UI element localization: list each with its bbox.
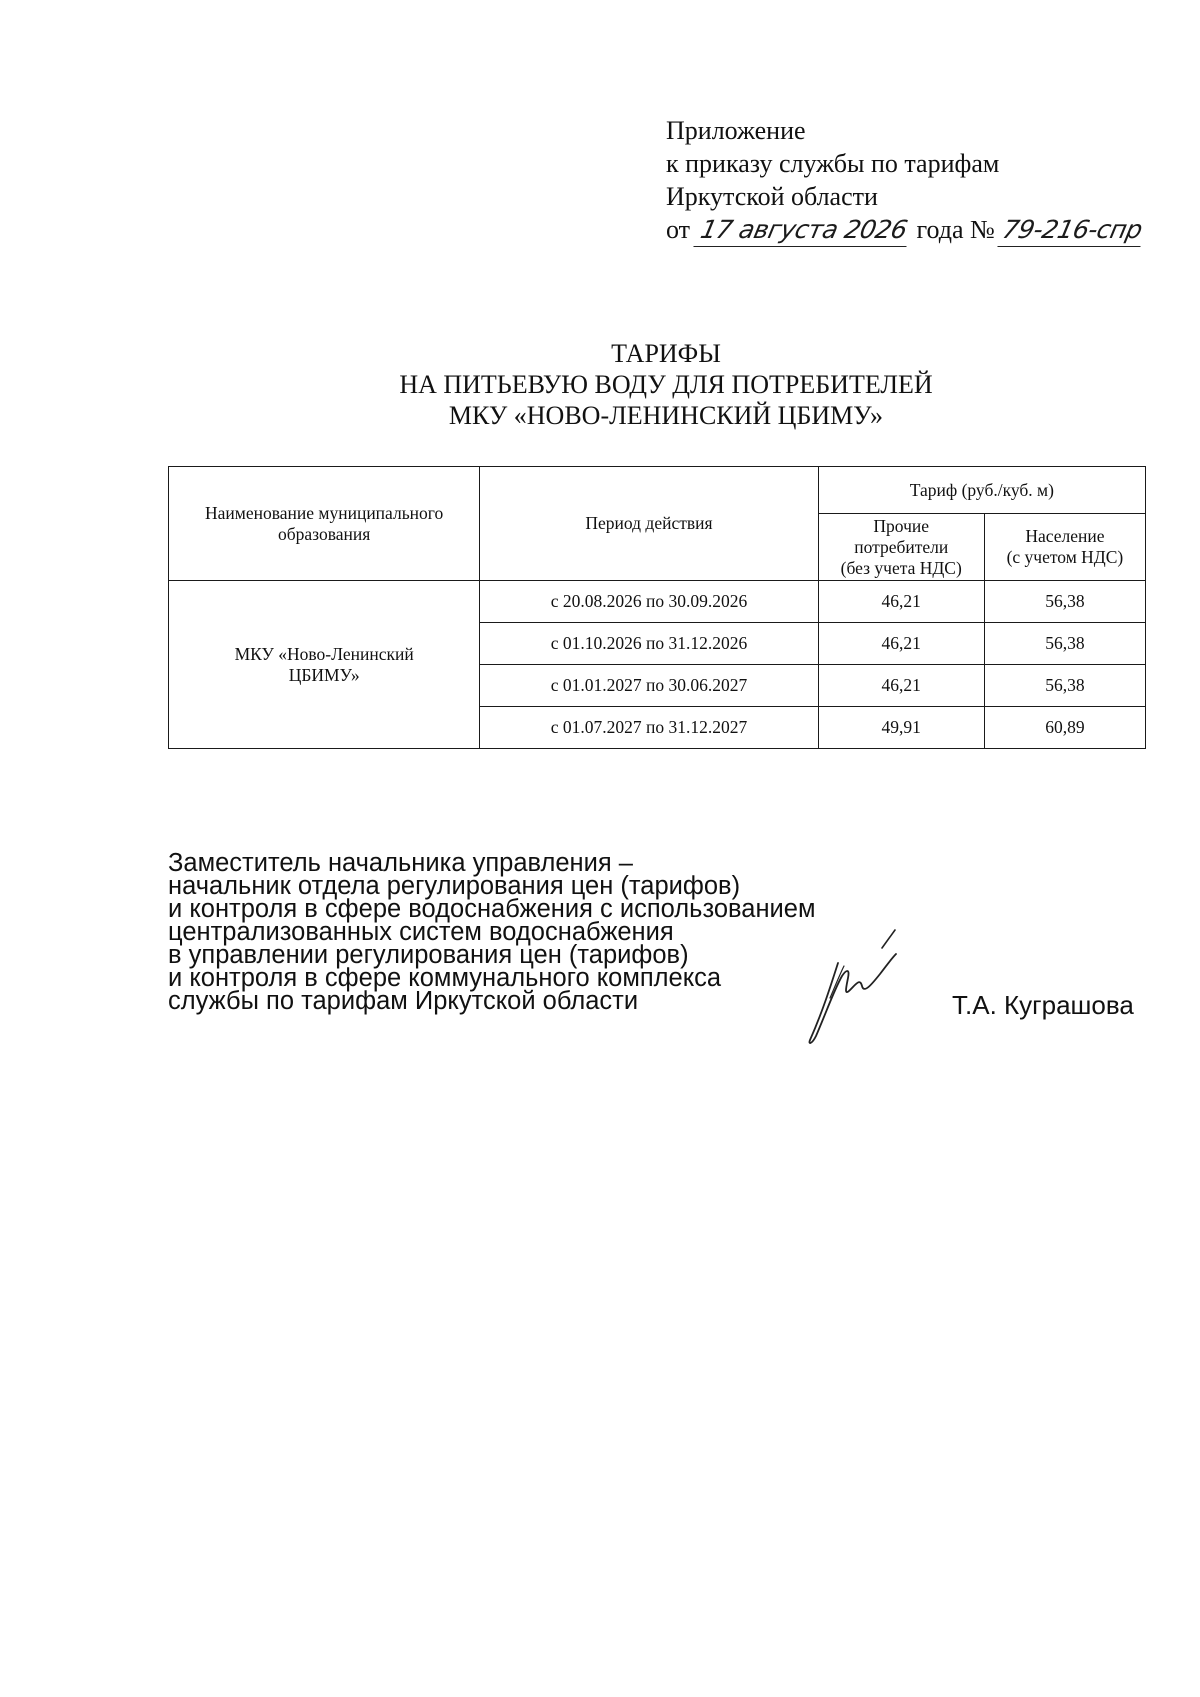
appendix-line-1: Приложение — [666, 116, 806, 145]
tariff-table — [168, 466, 1146, 749]
header-period: Период действия — [480, 467, 818, 581]
population-tariff-cell: 60,89 — [984, 707, 1145, 749]
header-population — [984, 514, 1145, 581]
handwritten-order-number: 79-216-спр — [998, 213, 1148, 247]
position-line: Заместитель начальника управления – — [168, 849, 633, 877]
header-other-line: потребители — [854, 536, 949, 557]
header-population-line: Население — [1025, 526, 1105, 546]
appendix-order-line — [666, 213, 1144, 247]
appendix-line-3: Иркутской области — [666, 182, 878, 211]
organization-cell — [169, 581, 480, 749]
from-word: от — [666, 215, 691, 244]
signatory-position — [168, 849, 816, 1015]
header-other-consumers — [818, 514, 984, 581]
signer-name: Т.А. Куграшова — [952, 990, 1134, 1020]
header-population-line: (с учетом НДС) — [1006, 547, 1124, 567]
period-cell: с 20.08.2026 по 30.09.2026 — [480, 581, 818, 623]
population-tariff-cell: 56,38 — [984, 623, 1145, 665]
organization-line: ЦБИМУ» — [288, 664, 360, 685]
position-line: службы по тарифам Иркутской области — [168, 987, 639, 1015]
other-tariff-cell: 46,21 — [818, 665, 984, 707]
other-tariff-cell: 46,21 — [818, 623, 984, 665]
header-other-line: Прочие — [873, 515, 930, 536]
period-cell: с 01.10.2026 по 31.12.2026 — [480, 623, 818, 665]
appendix-line-2: к приказу службы по тарифам — [666, 149, 1000, 178]
position-line: и контроля в сфере водоснабжения с использованием — [168, 895, 816, 923]
table-row — [169, 581, 1146, 623]
position-line: и контроля в сфере коммунального комплекса — [168, 964, 722, 992]
header-municipality: Наименование муниципального образования — [169, 467, 480, 581]
header-other-line: (без учета НДС) — [840, 557, 962, 578]
population-tariff-cell: 56,38 — [984, 581, 1145, 623]
position-line: централизованных систем водоснабжения — [168, 918, 674, 946]
handwritten-signature — [800, 928, 910, 1048]
position-line: в управлении регулирования цен (тарифов) — [168, 941, 689, 969]
position-line: начальник отдела регулирования цен (тарифов) — [168, 872, 741, 900]
other-tariff-cell: 46,21 — [818, 581, 984, 623]
population-tariff-cell: 56,38 — [984, 665, 1145, 707]
period-cell: с 01.07.2027 по 31.12.2027 — [480, 707, 818, 749]
title-line-3: МКУ «НОВО-ЛЕНИНСКИЙ ЦБИМУ» — [448, 401, 884, 430]
appendix-header — [666, 114, 1144, 247]
organization-line: МКУ «Ново-Ленинский — [234, 643, 414, 664]
table-header-row — [169, 467, 1146, 514]
other-tariff-cell: 49,91 — [818, 707, 984, 749]
period-cell: с 01.01.2027 по 30.06.2027 — [480, 665, 818, 707]
year-word: года № — [916, 215, 995, 244]
header-tariff: Тариф (руб./куб. м) — [818, 467, 1145, 514]
document-title — [300, 338, 1032, 431]
title-line-2: НА ПИТЬЕВУЮ ВОДУ ДЛЯ ПОТРЕБИТЕЛЕЙ — [399, 370, 933, 399]
handwritten-date: 17 августа 2026 — [693, 213, 914, 247]
title-line-1: ТАРИФЫ — [611, 339, 721, 368]
